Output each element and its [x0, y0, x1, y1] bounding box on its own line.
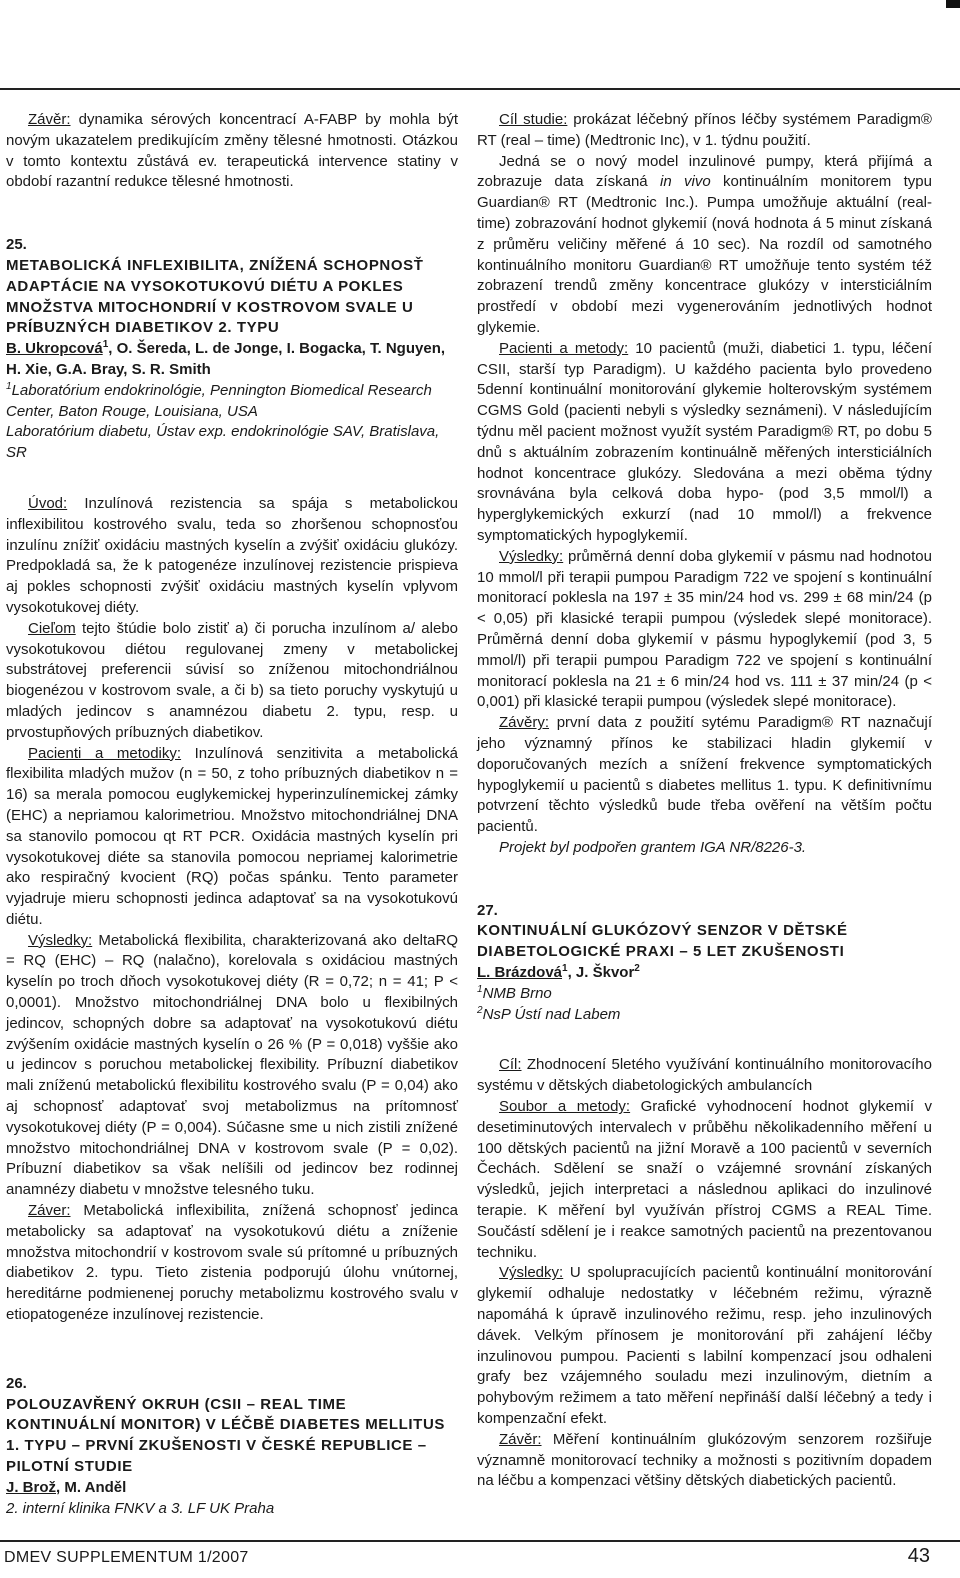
abstract-27-number: 27.: [477, 901, 498, 919]
abstract-25-results: Výsledky: Metabolická flexibilita, charakterizovaná ako deltaRQ = RQ (EHC) – RQ (nalačno), korelovala s oxidáciou mastných kyselín po troch dňoch vysokotukovej diéty (R = 0,72; n = 41; P < 0,0001). Množstvo mitochondriálnej DNA bolo u flexibilných jedincov, schopných dobre sa adaptovať na vysokotukovú diétu zvýšením oxidácie mastných kyselín o 26 % (P = 0,018) vyššie ako u jedincov s poruchou metabolickej flexibility. Príbuzní diabetikov mali zníženú metabolickú flexibilitu kostrového svalu (P = 0,04) ako aj schopnosť adaptovať svoj metabolizmus na prítomnosť vysokotukovej diéty (P = 0,004). Súčasne sme u nich zistili znížené množstvo mitochondriálnej DNA v kostrovom svale (P = 0,02). Príbuzní diabetikov sa však nelíšili od jedincov bez rodinnej anamnézy diabetu v množstve telesného tuku.: [6, 931, 458, 1199]
left-column: [6, 110, 458, 1519]
corner-mark: [946, 0, 960, 8]
affiliation-superscript: 1: [6, 380, 12, 392]
abstract-25-affiliation-1: $^1$Laboratórium endokrinológie, Pennington Biomedical Research Center, Baton Rouge, Louisiana, USA: [6, 380, 432, 420]
abstract-27-methods: Soubor a metody: Grafické vyhodnocení hodnot glykemií v desetiminutových intervalech v průběhu několikadenního měření u 100 dětských pacientů na jižní Moravě a 100 pacientů v severních Čechách. Sdělení se snaží o vzájemné srovnání získaných výsledků, jejich interpretaci a následnou aplikaci do inzulinové terapie. K měření byl využíván přístroj CGMS a REAL Time. Součástí sdělení je i reakce samotných pacientů na prezentovanou techniku.: [477, 1098, 933, 1261]
abstract-25-number: 25.: [6, 236, 27, 254]
section-label: Výsledky:: [499, 547, 564, 565]
section-label: Závěr:: [499, 1430, 542, 1448]
abstract-25-authors: [6, 339, 458, 381]
abstract-26-aim: Cíl studie: prokázat léčebný přínos léčby systémem Paradigm® RT (real – time) (Medtronic Inc), v 1. týdnu použití.: [477, 111, 932, 149]
section-label: Pacienti a metody:: [499, 339, 629, 357]
presenting-author: B. Ukropcová: [6, 340, 103, 358]
section-label: Soubor a metody:: [499, 1098, 631, 1116]
abstract-26-affiliation: 2. interní klinika FNKV a 3. LF UK Praha: [6, 1499, 275, 1517]
abstract-26-results: Výsledky: průměrná denní doba glykemií v pásmu nad hodnotou 10 mmol/l při terapii pumpou Paradigm 722 ve spojení s kontinuální monitorací poklesla na 197 ± 35 min/24 hod vs. 299 ± 68 min/24 (p < 0,05) při klasické terapii pumpou (výsledek slepé monitorace). Průměrná denní doba glykemií v pásmu hypoglykemií (pod 3, 5 mmol/l) při terapii pumpou Paradigm 722 ve spojení s kontinuální monitorací poklesla na 21 ± 6 min/24 hod vs. 111 ± 37 min/24 (p < 0,001) při klasické terapii pumpou (výsledek slepé monitorace).: [477, 547, 932, 711]
intro-paragraph: [6, 110, 458, 193]
abstract-25-aim: Cieľom tejto štúdie bolo zistiť a) či porucha inzulínom a/ alebo vysokotukovou diétou regulovanej zmeny v metabolickej substrátovej preferencii súvisí so zníženou mitochondriálnou biogenézou v kostrovom svale, a či b) sa tieto poruchy vyskytujú u mladých jedincov s anamnézou diabetu 2. typu, resp. u prvostupňových príbuzných diabetikov.: [6, 619, 458, 741]
abstract-26-title: POLOUZAVŘENÝ OKRUH (CSII – REAL TIME KONTINUÁLNÍ MONITOR) V LÉČBĚ DIABETES MELLITUS 1. TYPU – PRVNÍ ZKUŠENOSTI V ČESKÉ REPUBLICE – PILOTNÍ STUDIE: [6, 1395, 445, 1476]
abstract-26-authors: [6, 1478, 458, 1499]
abstract-26-conclusions: Závěry: první data z použití sytému Paradigm® RT naznačují jeho významný přínos ke stabilizaci hladin glykemií v doporučovaných mezích a snížení frekvence symptomatických hypoglykemií u pacientů s diabetes mellitus 1. typu. K definitivnímu potvrzení těchto výsledků bude třeba ověření na větším počtu pacientů.: [477, 714, 932, 836]
presenting-author: J. Brož: [6, 1478, 57, 1496]
abstract-27-affiliation-1: $^1$NMB Brno: [477, 983, 552, 1002]
section-label: Závěry:: [499, 714, 550, 732]
abstract-26-grant: Projekt byl podpořen grantem IGA NR/8226-3.: [499, 838, 807, 856]
abstract-25-title: METABOLICKÁ INFLEXIBILITA, ZNÍŽENÁ SCHOPNOSŤ ADAPTÁCIE NA VYSOKOTUKOVÚ DIÉTU A POKLES MNOŽSTVA MITOCHONDRIÍ V KOSTROVOM SVALE U PRÍBUZNÝCH DIABETIKOV 2. TYPU: [6, 256, 424, 337]
top-rule: [0, 88, 960, 90]
intro-text: dynamika sérových koncentrací A-FABP by mohla být novým ukazatelem predikujícím změny tělesné hmotnosti. Otázkou v tomto kontextu zůstává ev. terapeutická intervence statiny v období razantní redukce tělesné hmotnosti.: [6, 111, 458, 191]
journal-name: DMEV SUPPLEMENTUM 1/2007: [4, 1549, 249, 1566]
abstract-27-results: Výsledky: U spolupracujících pacientů kontinuální monitorování glykemií odhaluje nedostatky v léčebném režimu, výrazně napomáhá k úpravě inzulinového režimu, resp. jeho inzulinových dávek. Velkým přínosem je monitorování při zahájení léčby inzulinovou pumpou. Pacienti s labilní kompenzací jsou odhaleni grafy bez vzájemného souladu mezi inzulinovým, dietním a pohybovým režimem a tato měření nepřináší další léčebný a tedy i kompenzační efekt.: [477, 1264, 932, 1428]
abstract-27-affiliation-2: $^2$NsP Ústí nad Labem: [477, 1004, 621, 1023]
footer-rule: [0, 1540, 960, 1542]
section-label: Cíl:: [499, 1056, 522, 1074]
abstract-27-authors: L. Brázdová$^1$, J. Škvor$^2$: [477, 963, 640, 982]
page-number: 43: [907, 1545, 930, 1567]
author-superscript: 1: [102, 339, 109, 351]
presenting-author: L. Brázdová: [477, 964, 563, 982]
abstract-27-title: KONTINUÁLNÍ GLUKÓZOVÝ SENZOR V DĚTSKÉ DIABETOLOGICKÉ PRAXI – 5 LET ZKUŠENOSTI: [477, 922, 848, 961]
abstract-25-affiliation-2: Laboratórium diabetu, Ústav exp. endokrinológie SAV, Bratislava, SR: [6, 423, 440, 462]
abstract-25-intro: Úvod: Inzulínová rezistencia sa spája s metabolickou inflexibilitou kostrového svalu, teda so zhoršenou schopnosťou inzulínu znížiť oxidáciu mastných kyselín a zvýšiť oxidáciu glukózy. Predpokladá sa, že k patogenéze inzulínovej rezistencie prispieva aj pokles schopnosti zvýšiť oxidáciu mastných kyselín vplyvom vysokotukovej diéty.: [6, 494, 458, 616]
abstract-27-aim: Cíl: Zhodnocení 5letého využívání kontinuálního monitorovacího systému v dětských diabetologických ambulancích: [477, 1056, 932, 1095]
abstract-25-methods: Pacienti a metodiky: Inzulínová senzitivita a metabolická flexibilita mladých mužov (n = 50, z toho príbuzných diabetikov n = 16) sa merala pomocou euglykemickej hyperinzulínemickej zámky (EHC) a nepriamou kalorimetriou. Množstvo mitochondriálnej DNA sa stanovilo pomocou qt RT PCR. Oxidácia mastných kyselín pri vysokotukovej diéte sa stanovila pomocou nepriamej kalorimetrie ako respiračný kvocient (RQ) počas spánku. Tento parameter vyjadruje mieru schopnosti jedinca adaptovať sa na vysokotukovú diétu.: [6, 744, 458, 928]
section-label: Záver:: [28, 1202, 71, 1220]
section-label: Cíl studie:: [499, 111, 568, 128]
section-label: Výsledky:: [28, 931, 93, 949]
co-authors: , J. Škvor: [567, 964, 635, 982]
abstract-26-methods: Pacienti a metody: 10 pacientů (muži, diabetici 1. typu, léčení CSII, starší typ Paradigm). U každého pacienta bylo provedeno 5denní kontinuální monitorování glykemie holterovským systémem CGMS Gold (pacienti nebyli s výsledky seznámeni). V následujícím týdnu měl pacient možnost využít systém Paradigm® RT, po dobu 5 dnů s aktuálním zobrazením kontinuálně měřených intersticiálních hodnot koncentrace glukózy. Sledována a mezi oběma týdny srovnávána byla celková doba hypo- (pod 3,5 mmol/l) a hyperglykemických exkurzí (nad 10 mmol/l) a frekvence symptomatických hypoglykemií.: [477, 339, 932, 544]
section-label: Úvod:: [28, 494, 68, 512]
abstract-26-description: Jedná se o nový model inzulinové pumpy, která přijímá a zobrazuje data získaná in vivo kontinuálním monitorem typu Guardian® RT (Medtronic Inc.). Pumpa umožňuje aktuální (real-time) zobrazování hodnot glykemií (nová hodnota á 5 minut získaná z průměru veličiny měřené á 10 sec). Na rozdíl od samotného kontinuálního monitoru Guardian® RT umožňuje tento systém též zobrazení trendů změny koncentrace glukózy v intersticiálním prostředí v období mezi vygenerováním jednotlivých hodnot glykemie.: [477, 152, 932, 336]
section-label: Cieľom: [28, 619, 76, 637]
co-authors: , O. Šereda, L. de Jonge, I. Bogacka, T. Nguyen, H. Xie, G.A. Bray, S. R. Smith: [6, 340, 446, 378]
intro-label: Závěr:: [28, 111, 71, 128]
co-authors: , M. Anděl: [56, 1478, 127, 1496]
abstract-25-conclusion: Záver: Metabolická inflexibilita, znížená schopnosť jedinca metabolicky sa adaptovať na vysokotukovú diétu a zníženie množstva mitochondrií v kostrovom svale sú prítomné u príbuzných diabetikov 2. typu. Tieto zistenia podporujú úlohu vnútornej, hereditárne podmienenej poruchy metabolizmu kostrového svalu v etiopatogenéze inzulínovej rezistencie.: [6, 1202, 458, 1324]
abstract-26-number: 26.: [6, 1374, 27, 1392]
section-label: Pacienti a metodiky:: [28, 744, 182, 762]
section-label: Výsledky:: [499, 1264, 564, 1282]
abstract-27-conclusion: Závěr: Měření kontinuálním glukózovým senzorem rozšiřuje významně monitorovací techniky a možnosti s pozitivním dopadem na léčbu a kompenzaci většiny dětských diabetických pacientů.: [477, 1430, 932, 1490]
right-column: [477, 110, 932, 1492]
